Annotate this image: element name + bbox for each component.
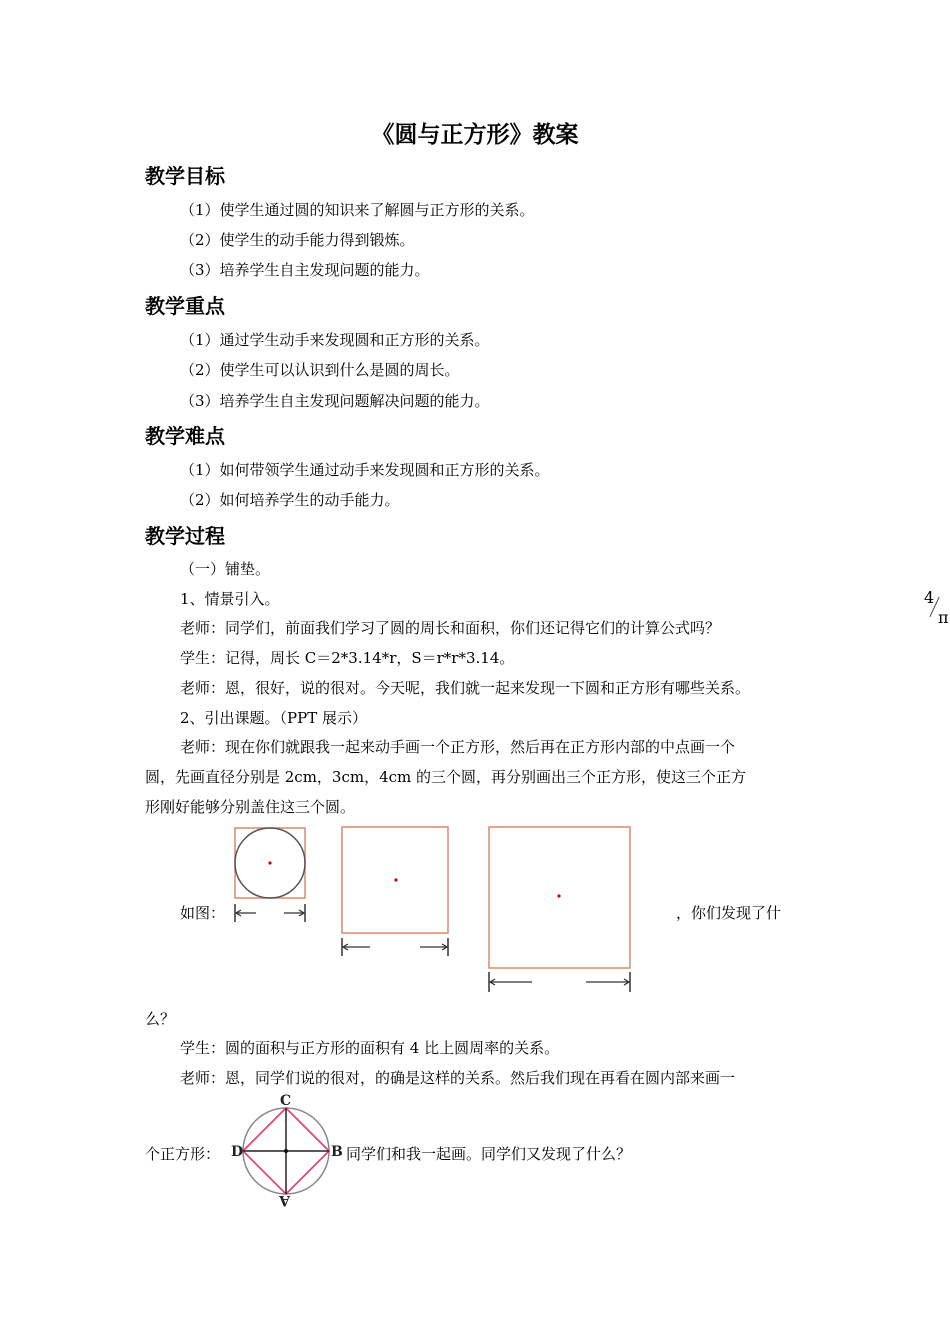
- document-title: 《圆与正方形》教案: [371, 122, 579, 148]
- goal-item: （1）使学生通过圆的知识来了解圆与正方形的关系。: [180, 201, 535, 219]
- fraction-numerator: 4: [924, 588, 935, 607]
- heading-process: 教学过程: [145, 524, 225, 548]
- label-c: C: [280, 1093, 292, 1109]
- process-line: 老师：恩，很好，说的很对。今天呢，我们就一起来发现一下圆和正方形有哪些关系。: [180, 679, 751, 697]
- figure-tail: 么？: [145, 1010, 176, 1028]
- keypoint-item: （1）通过学生动手来发现圆和正方形的关系。: [180, 331, 490, 349]
- difficulty-item: （2）如何培养学生的动手能力。: [180, 491, 400, 509]
- label-b: B: [331, 1144, 343, 1160]
- figure-medium-square: [336, 822, 456, 960]
- figure-prefix: 如图：: [180, 904, 226, 922]
- process-line: 老师：同学们，前面我们学习了圆的周长和面积，你们还记得它们的计算公式吗？: [180, 619, 721, 637]
- process-line: （一）铺垫。: [180, 560, 271, 578]
- label-d: D: [231, 1144, 244, 1160]
- process-line: 形刚好能够分别盖住这三个圆。: [145, 798, 356, 816]
- goal-item: （2）使学生的动手能力得到锻炼。: [180, 231, 415, 249]
- heading-difficulties: 教学难点: [145, 424, 225, 448]
- heading-keypoints: 教学重点: [145, 294, 225, 318]
- process-line: 老师：现在你们就跟我一起来动手画一个正方形，然后再在正方形内部的中点画一个: [180, 738, 736, 756]
- goal-item: （3）培养学生自主发现问题的能力。: [180, 261, 430, 279]
- fraction-denominator: π: [938, 608, 949, 627]
- inscribed-suffix: 同学们和我一起画。同学们又发现了什么？: [346, 1145, 632, 1163]
- center-dot: [557, 894, 560, 897]
- process-line: 学生：记得，周长 C＝2*3.14*r，S＝r*r*3.14。: [180, 649, 515, 667]
- label-a: A: [279, 1192, 290, 1208]
- figure-suffix: ，你们发现了什: [676, 904, 782, 922]
- process-line: 1、情景引入。: [180, 590, 280, 608]
- process-line: 老师：恩，同学们说的很对，的确是这样的关系。然后我们现在再看在圆内部来画一: [180, 1069, 736, 1087]
- center-dot: [394, 878, 397, 881]
- keypoint-item: （2）使学生可以认识到什么是圆的周长。: [180, 361, 460, 379]
- process-line: 圆，先画直径分别是 2cm，3cm，4cm 的三个圆，再分别画出三个正方形，使这三个正方: [145, 768, 747, 786]
- figure-large-square: [482, 822, 638, 997]
- keypoint-item: （3）培养学生自主发现问题解决问题的能力。: [180, 392, 490, 410]
- process-line: 学生：圆的面积与正方形的面积有 4 比上圆周率的关系。: [180, 1039, 560, 1057]
- figure-small-square-circle: [228, 824, 312, 926]
- difficulty-item: （1）如何带领学生通过动手来发现圆和正方形的关系。: [180, 461, 550, 479]
- center-dot: [268, 861, 271, 864]
- figure-inscribed-square: [228, 1092, 348, 1208]
- heading-goals: 教学目标: [145, 164, 225, 188]
- process-line: 2、引出课题。（PPT 展示）: [180, 709, 368, 727]
- center-dot: [284, 1149, 288, 1153]
- inscribed-prefix: 个正方形：: [145, 1145, 221, 1163]
